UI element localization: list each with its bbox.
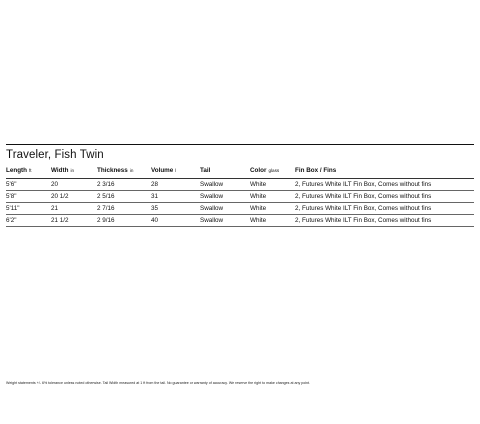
cell-width: 20 1/2 (51, 191, 97, 203)
table-row (6, 203, 474, 215)
column-label: Tail (200, 167, 211, 174)
column-label: Color (250, 167, 267, 174)
column-unit: ft (29, 168, 32, 173)
cell-thickness: 2 3/16 (97, 179, 151, 191)
spec-table (6, 163, 474, 227)
cell-fin-box: 2, Futures White ILT Fin Box, Comes without fins (295, 191, 474, 203)
cell-volume: 31 (151, 191, 200, 203)
table-row (6, 179, 474, 191)
column-label: Width (51, 167, 69, 174)
cell-tail: Swallow (200, 179, 250, 191)
spec-section (6, 144, 474, 227)
cell-color: White (250, 191, 295, 203)
table-row (6, 215, 474, 227)
column-label: Volume (151, 167, 174, 174)
cell-volume: 35 (151, 203, 200, 215)
table-header-row (6, 163, 474, 179)
cell-thickness: 2 9/16 (97, 215, 151, 227)
cell-fin-box: 2, Futures White ILT Fin Box, Comes without fins (295, 203, 474, 215)
cell-color: White (250, 179, 295, 191)
cell-thickness: 2 7/16 (97, 203, 151, 215)
cell-color: White (250, 215, 295, 227)
column-header-color (250, 163, 295, 179)
column-label: Thickness (97, 167, 128, 174)
cell-tail: Swallow (200, 215, 250, 227)
column-header-thickness (97, 163, 151, 179)
column-header-fin-box (295, 163, 474, 179)
footnote: Weight statements +/- 6% tolerance unless noted otherwise. Tail Width measured at 1 ft from the tail. No guarantee or warranty of accuracy. We reserve the right to make changes at any point. (6, 381, 311, 385)
column-header-width (51, 163, 97, 179)
column-unit: glass (268, 168, 280, 173)
cell-tail: Swallow (200, 191, 250, 203)
table-row (6, 191, 474, 203)
column-unit: in (70, 168, 75, 173)
cell-length: 5'11" (6, 203, 51, 215)
cell-length: 5'8" (6, 191, 51, 203)
cell-volume: 40 (151, 215, 200, 227)
cell-thickness: 2 5/16 (97, 191, 151, 203)
cell-length: 6'2" (6, 215, 51, 227)
column-header-tail (200, 163, 250, 179)
cell-tail: Swallow (200, 203, 250, 215)
column-unit: l (175, 168, 177, 173)
cell-color: White (250, 203, 295, 215)
cell-length: 5'6" (6, 179, 51, 191)
cell-fin-box: 2, Futures White ILT Fin Box, Comes without fins (295, 215, 474, 227)
column-label: Length (6, 167, 27, 174)
cell-width: 20 (51, 179, 97, 191)
cell-volume: 28 (151, 179, 200, 191)
top-divider (6, 144, 474, 145)
column-label: Fin Box / Fins (295, 167, 337, 174)
column-header-volume (151, 163, 200, 179)
cell-fin-box: 2, Futures White ILT Fin Box, Comes without fins (295, 179, 474, 191)
product-title: Traveler, Fish Twin (6, 149, 104, 161)
column-unit: in (129, 168, 134, 173)
cell-width: 21 1/2 (51, 215, 97, 227)
column-header-length (6, 163, 51, 179)
cell-width: 21 (51, 203, 97, 215)
